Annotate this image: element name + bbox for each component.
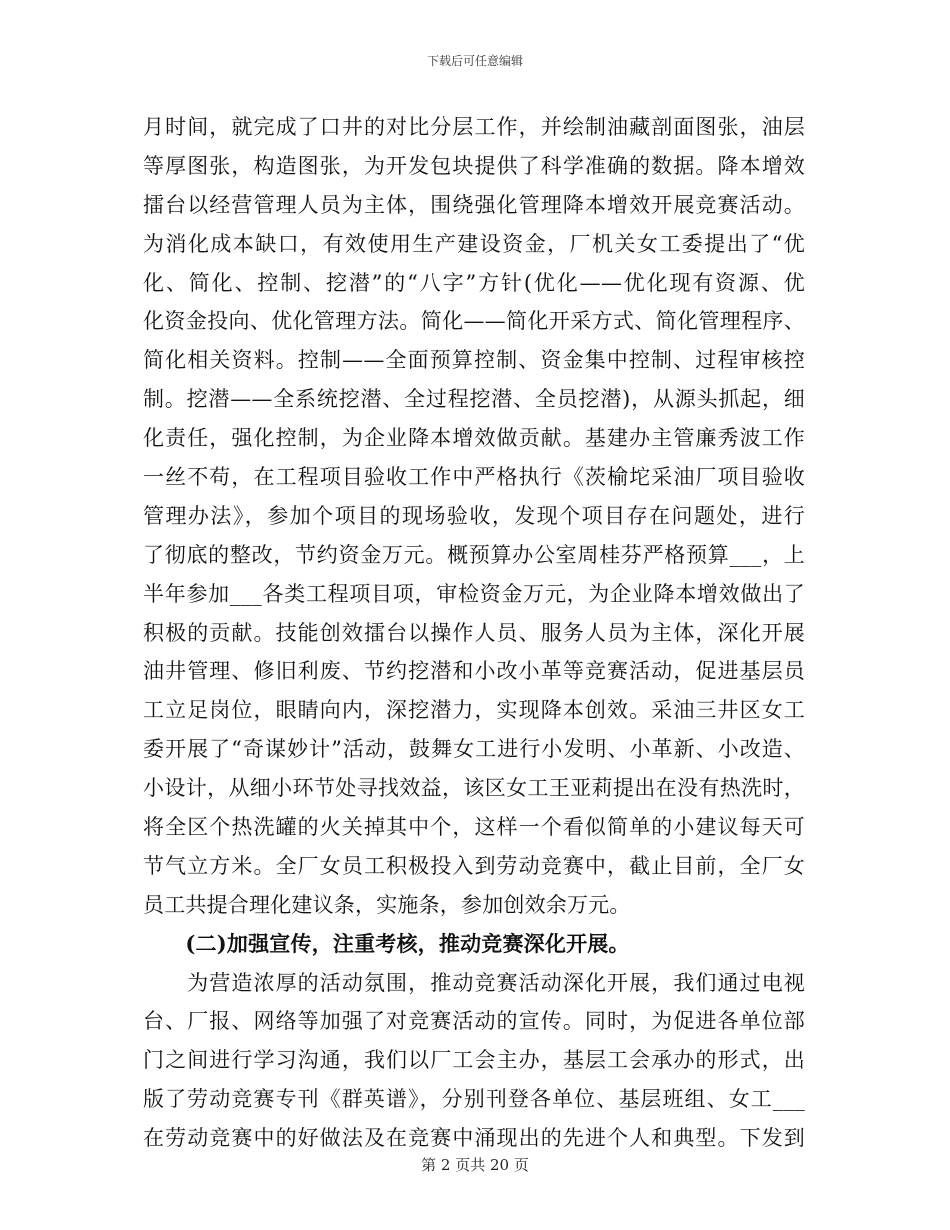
text-line: 简化相关资料。控制——全面预算控制、资金集中控制、过程审核控 xyxy=(143,348,805,373)
text-line: 工立足岗位，眼睛向内，深挖潜力，实现降本创效。采油三井区女工 xyxy=(143,698,805,723)
text-line: 节气立方米。全厂女员工积极投入到劳动竞赛中，截止目前，全厂女 xyxy=(143,853,805,878)
text-line: 制。挖潜——全系统挖潜、全过程挖潜、全员挖潜)，从源头抓起，细 xyxy=(143,387,805,412)
text-line: 油井管理、修旧利废、节约挖潜和小改小革等竞赛活动，促进基层员 xyxy=(143,659,805,684)
text-line: 员工共提合理化建议条，实施条，参加创效余万元。 xyxy=(143,892,631,917)
section-heading: (二)加强宣传，注重考核，推动竞赛深化开展。 xyxy=(143,930,630,956)
text-line: 了彻底的整改，节约资金万元。概预算办公室周桂芬严格预算___，上 xyxy=(143,542,805,567)
text-line: 为营造浓厚的活动氛围，推动竞赛活动深化开展，我们通过电视 xyxy=(143,970,805,995)
text-line: 管理办法》，参加个项目的现场验收，发现个项目存在问题处，进行 xyxy=(143,503,805,528)
page-number: 第 2 页共 20 页 xyxy=(421,1156,529,1174)
text-line: 为消化成本缺口，有效使用生产建设资金，厂机关女工委提出了“优 xyxy=(143,231,805,256)
text-line: 化责任，强化控制，为企业降本增效做贡献。基建办主管廉秀波工作 xyxy=(143,426,805,451)
text-line: 等厚图张，构造图张，为开发包块提供了科学准确的数据。降本增效 xyxy=(143,153,805,178)
page-header: 下载后可任意编辑 xyxy=(426,54,523,68)
text-line: 门之间进行学习沟通，我们以厂工会主办，基层工会承办的形式，出 xyxy=(143,1048,805,1073)
document-body xyxy=(143,108,805,1158)
text-line: 擂台以经营管理人员为主体，围绕强化管理降本增效开展竞赛活动。 xyxy=(143,192,805,217)
text-line: 半年参加___各类工程项目项，审检资金万元，为企业降本增效做出了 xyxy=(143,581,805,606)
text-line: 化、简化、控制、挖潜”的“八字”方针(优化——优化现有资源、优 xyxy=(143,270,805,295)
text-line: 台、厂报、网络等加强了对竞赛活动的宣传。同时，为促进各单位部 xyxy=(143,1009,805,1034)
text-line: 委开展了“奇谋妙计”活动，鼓舞女工进行小发明、小革新、小改造、 xyxy=(143,737,805,762)
text-line: 版了劳动竞赛专刊《群英谱》，分别刊登各单位、基层班组、女工___ xyxy=(143,1087,805,1112)
text-line: 将全区个热洗罐的火关掉其中个，这样一个看似简单的小建议每天可 xyxy=(143,815,805,840)
text-line: 在劳动竞赛中的好做法及在竞赛中涌现出的先进个人和典型。下发到 xyxy=(143,1126,805,1151)
text-line: 一丝不苟，在工程项目验收工作中严格执行《茨榆坨采油厂项目验收 xyxy=(143,465,805,490)
text-line: 积极的贡献。技能创效擂台以操作人员、服务人员为主体，深化开展 xyxy=(143,620,805,645)
text-line: 月时间，就完成了口井的对比分层工作，并绘制油藏剖面图张，油层 xyxy=(143,115,805,139)
text-line: 小设计，从细小环节处寻找效益，该区女工王亚莉提出在没有热洗时， xyxy=(143,776,805,801)
text-line: 化资金投向、优化管理方法。简化——简化开采方式、简化管理程序、 xyxy=(143,309,805,334)
